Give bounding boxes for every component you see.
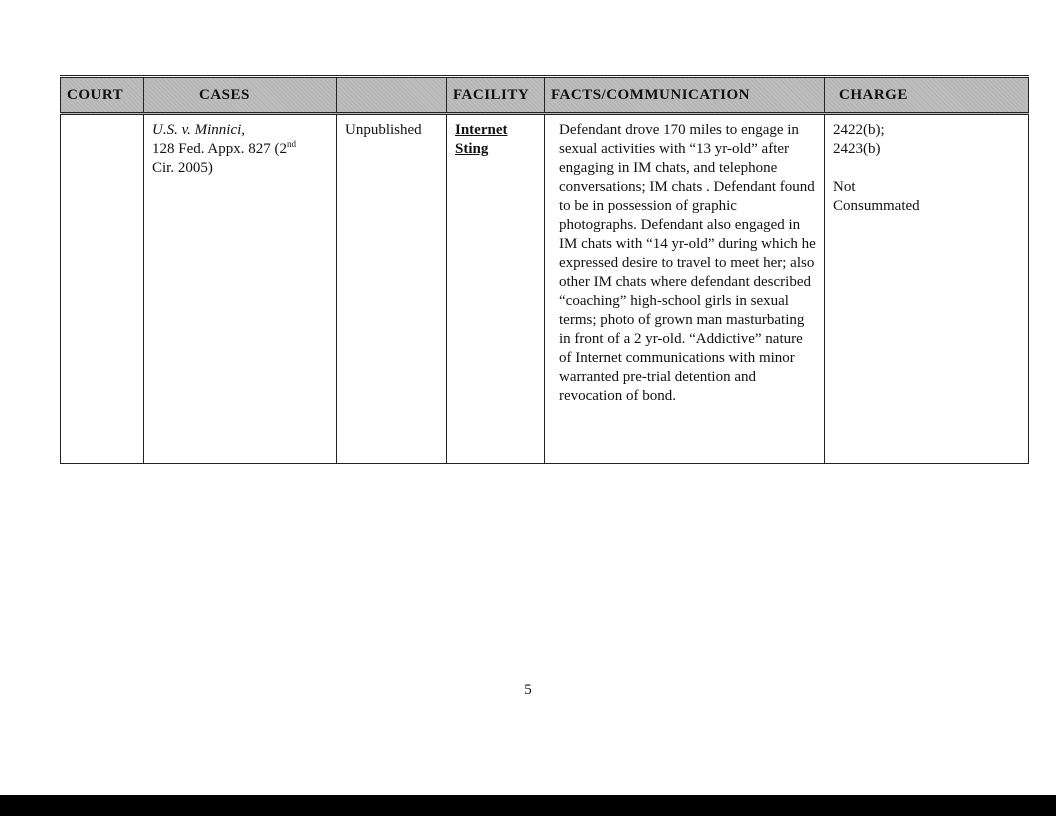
charge-status-1: Not [833, 179, 856, 195]
cases-cell [144, 114, 337, 464]
court-cell [61, 114, 144, 464]
charge-status-2: Consummated [833, 198, 920, 214]
case-citation-court-year: Cir. 2005) [152, 160, 213, 176]
charge-statute-1: 2422(b); [833, 122, 885, 138]
charge-cell [825, 114, 1029, 464]
header-row [61, 77, 1029, 114]
facts-communication-cell: Defendant drove 170 miles to engage in sexual activities with “13 yr-old” after engaging in IM chats, and telephone conversations; IM chats . Defendant found to be in possession of graphic photographs. Defendant also engaged in IM chats with “14 yr-old” during which he expressed desire to travel to meet her; also other IM chats where defendant described “coaching” high-school girls in sexual terms; photo of grown man masturbating in front of a 2 yr-old. “Addictive” nature of Internet communications with minor warranted pre-trial detention and revocation of bond. [545, 114, 825, 464]
header-facility: FACILITY [447, 77, 545, 114]
scan-bottom-border [0, 795, 1056, 816]
page-number: 5 [524, 682, 532, 698]
publication-status: Unpublished [337, 114, 447, 464]
facility-cell [447, 114, 545, 464]
table-row [61, 114, 1029, 464]
header-blank [337, 77, 447, 114]
charge-statute-2: 2423(b) [833, 141, 881, 157]
case-name: U.S. v. Minnici, [152, 122, 246, 138]
header-cases: CASES [144, 77, 337, 114]
facility-internet: Internet [455, 122, 508, 138]
header-court: COURT [61, 77, 144, 114]
case-citation: 128 Fed. Appx. 827 (2nd [152, 139, 296, 157]
charge-spacer [833, 159, 1020, 178]
header-facts-communication: FACTS/COMMUNICATION [545, 77, 825, 114]
facility-sting: Sting [455, 141, 489, 157]
case-table [60, 75, 1029, 464]
header-charge: CHARGE [825, 77, 1029, 114]
